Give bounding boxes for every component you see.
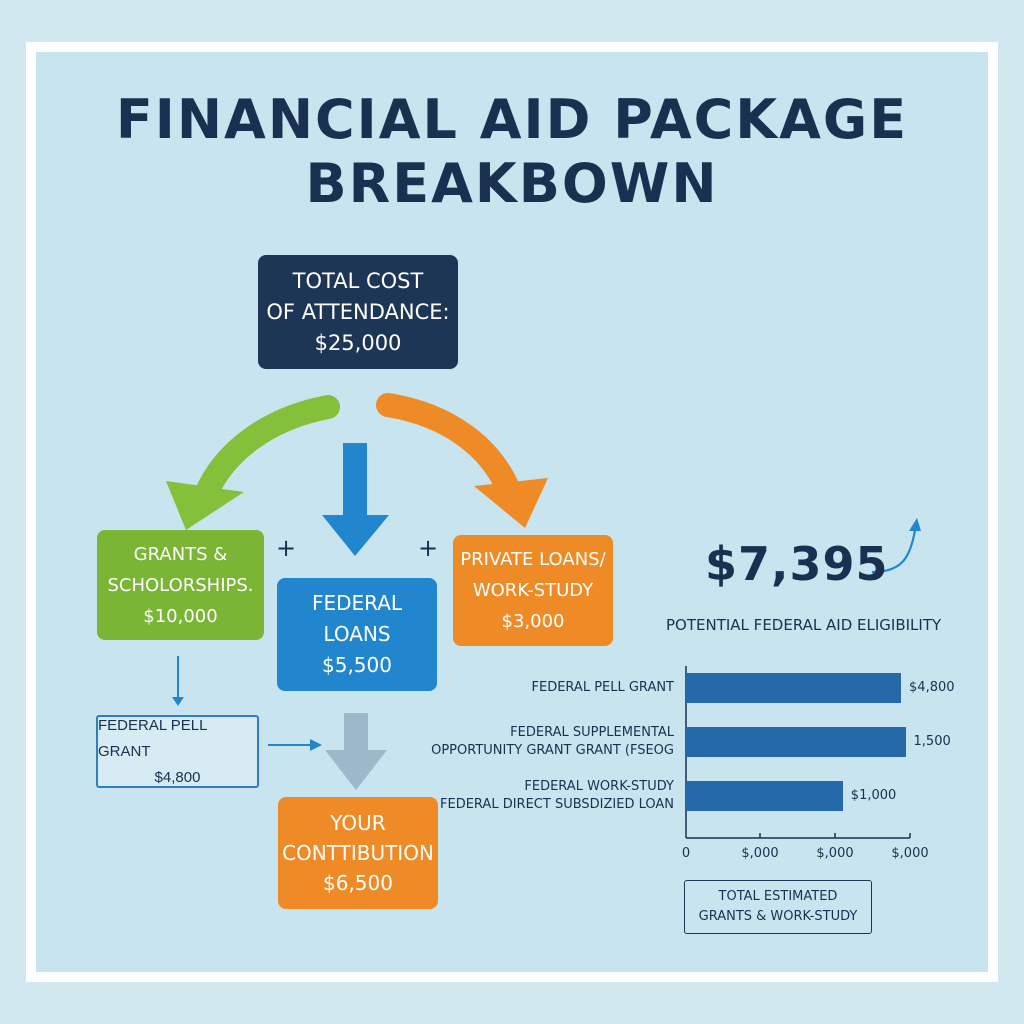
small-right-arrow-icon	[310, 739, 322, 751]
blue-arrowhead-icon	[322, 515, 389, 556]
grey-arrowhead-icon	[325, 750, 387, 790]
chart-bar-value-3: $1,000	[850, 788, 897, 803]
pell-grant-box	[96, 715, 259, 788]
federal-line-1: FEDERAL	[311, 591, 403, 615]
plus-sign-right: +	[418, 534, 439, 562]
title-line-1: FINANCIAL AID PACKAGE	[115, 88, 909, 151]
title-line-2: BREAKBOWN	[305, 152, 719, 215]
chart-x-tick-label-4: $,000	[891, 846, 929, 861]
grants-line-1: GRANTS &	[133, 543, 228, 565]
private-line-1: PRIVATE LOANS/	[460, 549, 606, 570]
chart-x-tick-label-2: $,000	[741, 846, 779, 861]
federal-loans-box	[277, 578, 437, 691]
plus-sign-left: +	[276, 534, 297, 562]
private-loans-box	[453, 535, 613, 646]
chart-bar-1	[686, 673, 901, 703]
chart-category-label-3: FEDERAL WORK-STUDY FEDERAL DIRECT SUBSDIZIED LOAN	[440, 779, 674, 812]
orange-arrowhead-icon	[474, 478, 548, 528]
grey-arrow-shaft-icon	[344, 713, 368, 753]
total-cost-line-2: OF ATTENDANCE:	[266, 299, 450, 324]
orange-curved-arrow-icon	[388, 405, 508, 488]
chart-bar-2	[686, 727, 906, 757]
chart-category-label-1: FEDERAL PELL GRANT	[531, 680, 674, 695]
total-cost-line-1: TOTAL COST	[292, 268, 424, 293]
contribution-box	[278, 797, 438, 909]
contribution-line-2: CONTTIBUTION	[282, 841, 434, 865]
grants-line-2: SCHOLORSHIPS.	[107, 574, 254, 596]
grants-amount: $10,000	[143, 605, 218, 627]
total-cost-box	[258, 255, 458, 369]
green-curved-arrow-icon	[206, 407, 328, 494]
chart-x-tick-label-3: $,000	[816, 846, 854, 861]
pell-label: FEDERAL PELL GRANT	[98, 716, 207, 760]
contribution-amount: $6,500	[323, 871, 393, 895]
pell-amount: $4,800	[154, 768, 201, 786]
total-estimated-line-1: TOTAL ESTIMATED	[718, 889, 838, 904]
federal-amount: $5,500	[322, 653, 392, 677]
total-estimated-box	[684, 880, 872, 934]
private-line-2: WORK-STUDY	[472, 580, 594, 601]
chart-bar-value-1: $4,800	[909, 680, 955, 695]
chart-category-label-2: FEDERAL SUPPLEMENTAL OPPORTUNITY GRANT GRANT (FSEOG	[431, 725, 674, 758]
chart-bar-value-2: 1,500	[913, 734, 951, 749]
contribution-line-1: YOUR	[330, 811, 386, 835]
chart-x-tick-label-1: 0	[681, 846, 691, 861]
grants-box	[97, 530, 264, 640]
green-arrowhead-icon	[166, 481, 244, 530]
total-cost-amount: $25,000	[314, 330, 402, 355]
private-amount: $3,000	[501, 611, 565, 632]
federal-line-2: LOANS	[323, 622, 391, 646]
total-estimated-line-2: GRANTS & WORK-STUDY	[698, 909, 858, 924]
chart-bar-3	[686, 781, 843, 811]
blue-arrow-shaft-icon	[343, 443, 367, 518]
eligibility-amount: $7,395	[705, 537, 889, 591]
small-down-arrow-icon	[172, 697, 184, 706]
eligibility-label: POTENTIAL FEDERAL AID ELIGIBILITY	[666, 616, 942, 634]
